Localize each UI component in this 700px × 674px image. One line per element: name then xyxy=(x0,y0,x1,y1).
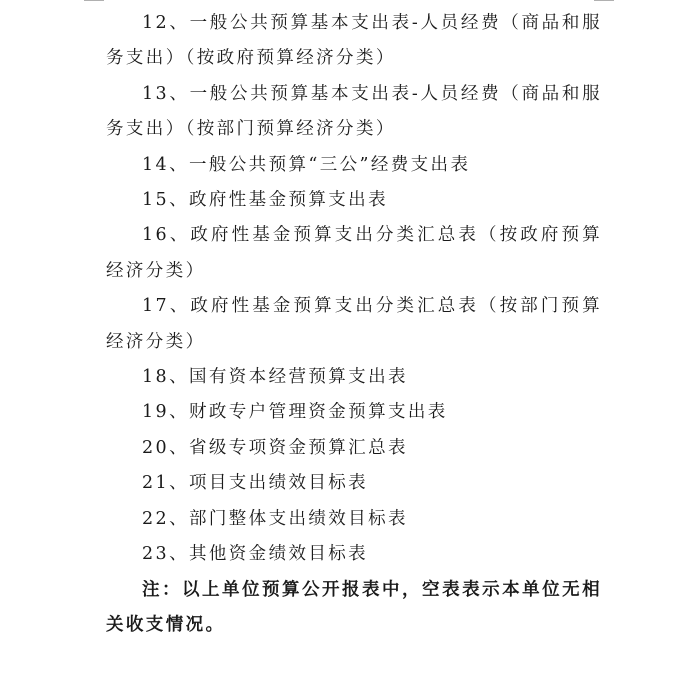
list-item-21: 21、项目支出绩效目标表 xyxy=(142,473,369,494)
list-item-20: 20、省级专项资金预算汇总表 xyxy=(142,437,408,458)
list-item-19: 19、财政专户管理资金预算支出表 xyxy=(142,402,448,423)
list-item-18: 18、国有资本经营预算支出表 xyxy=(142,367,408,388)
list-item-14: 14、一般公共预算“三公”经费支出表 xyxy=(142,154,471,175)
document-body xyxy=(106,6,602,643)
list-item-16: 16、政府性基金预算支出分类汇总表（按政府预算经济分类） xyxy=(106,225,602,281)
list-item-22: 22、部门整体支出绩效目标表 xyxy=(142,508,408,529)
page-corner-mark-left xyxy=(84,0,104,1)
page-corner-mark-right xyxy=(594,0,614,1)
list-item-15: 15、政府性基金预算支出表 xyxy=(142,190,388,211)
list-item-17: 17、政府性基金预算支出分类汇总表（按部门预算经济分类） xyxy=(106,296,602,352)
list-item-12: 12、一般公共预算基本支出表-人员经费（商品和服务支出）（按政府预算经济分类） xyxy=(106,13,602,69)
footnote: 注：以上单位预算公开报表中，空表表示本单位无相关收支情况。 xyxy=(106,579,602,635)
list-item-23: 23、其他资金绩效目标表 xyxy=(142,544,369,565)
list-item-13: 13、一般公共预算基本支出表-人员经费（商品和服务支出）（按部门预算经济分类） xyxy=(106,83,602,140)
